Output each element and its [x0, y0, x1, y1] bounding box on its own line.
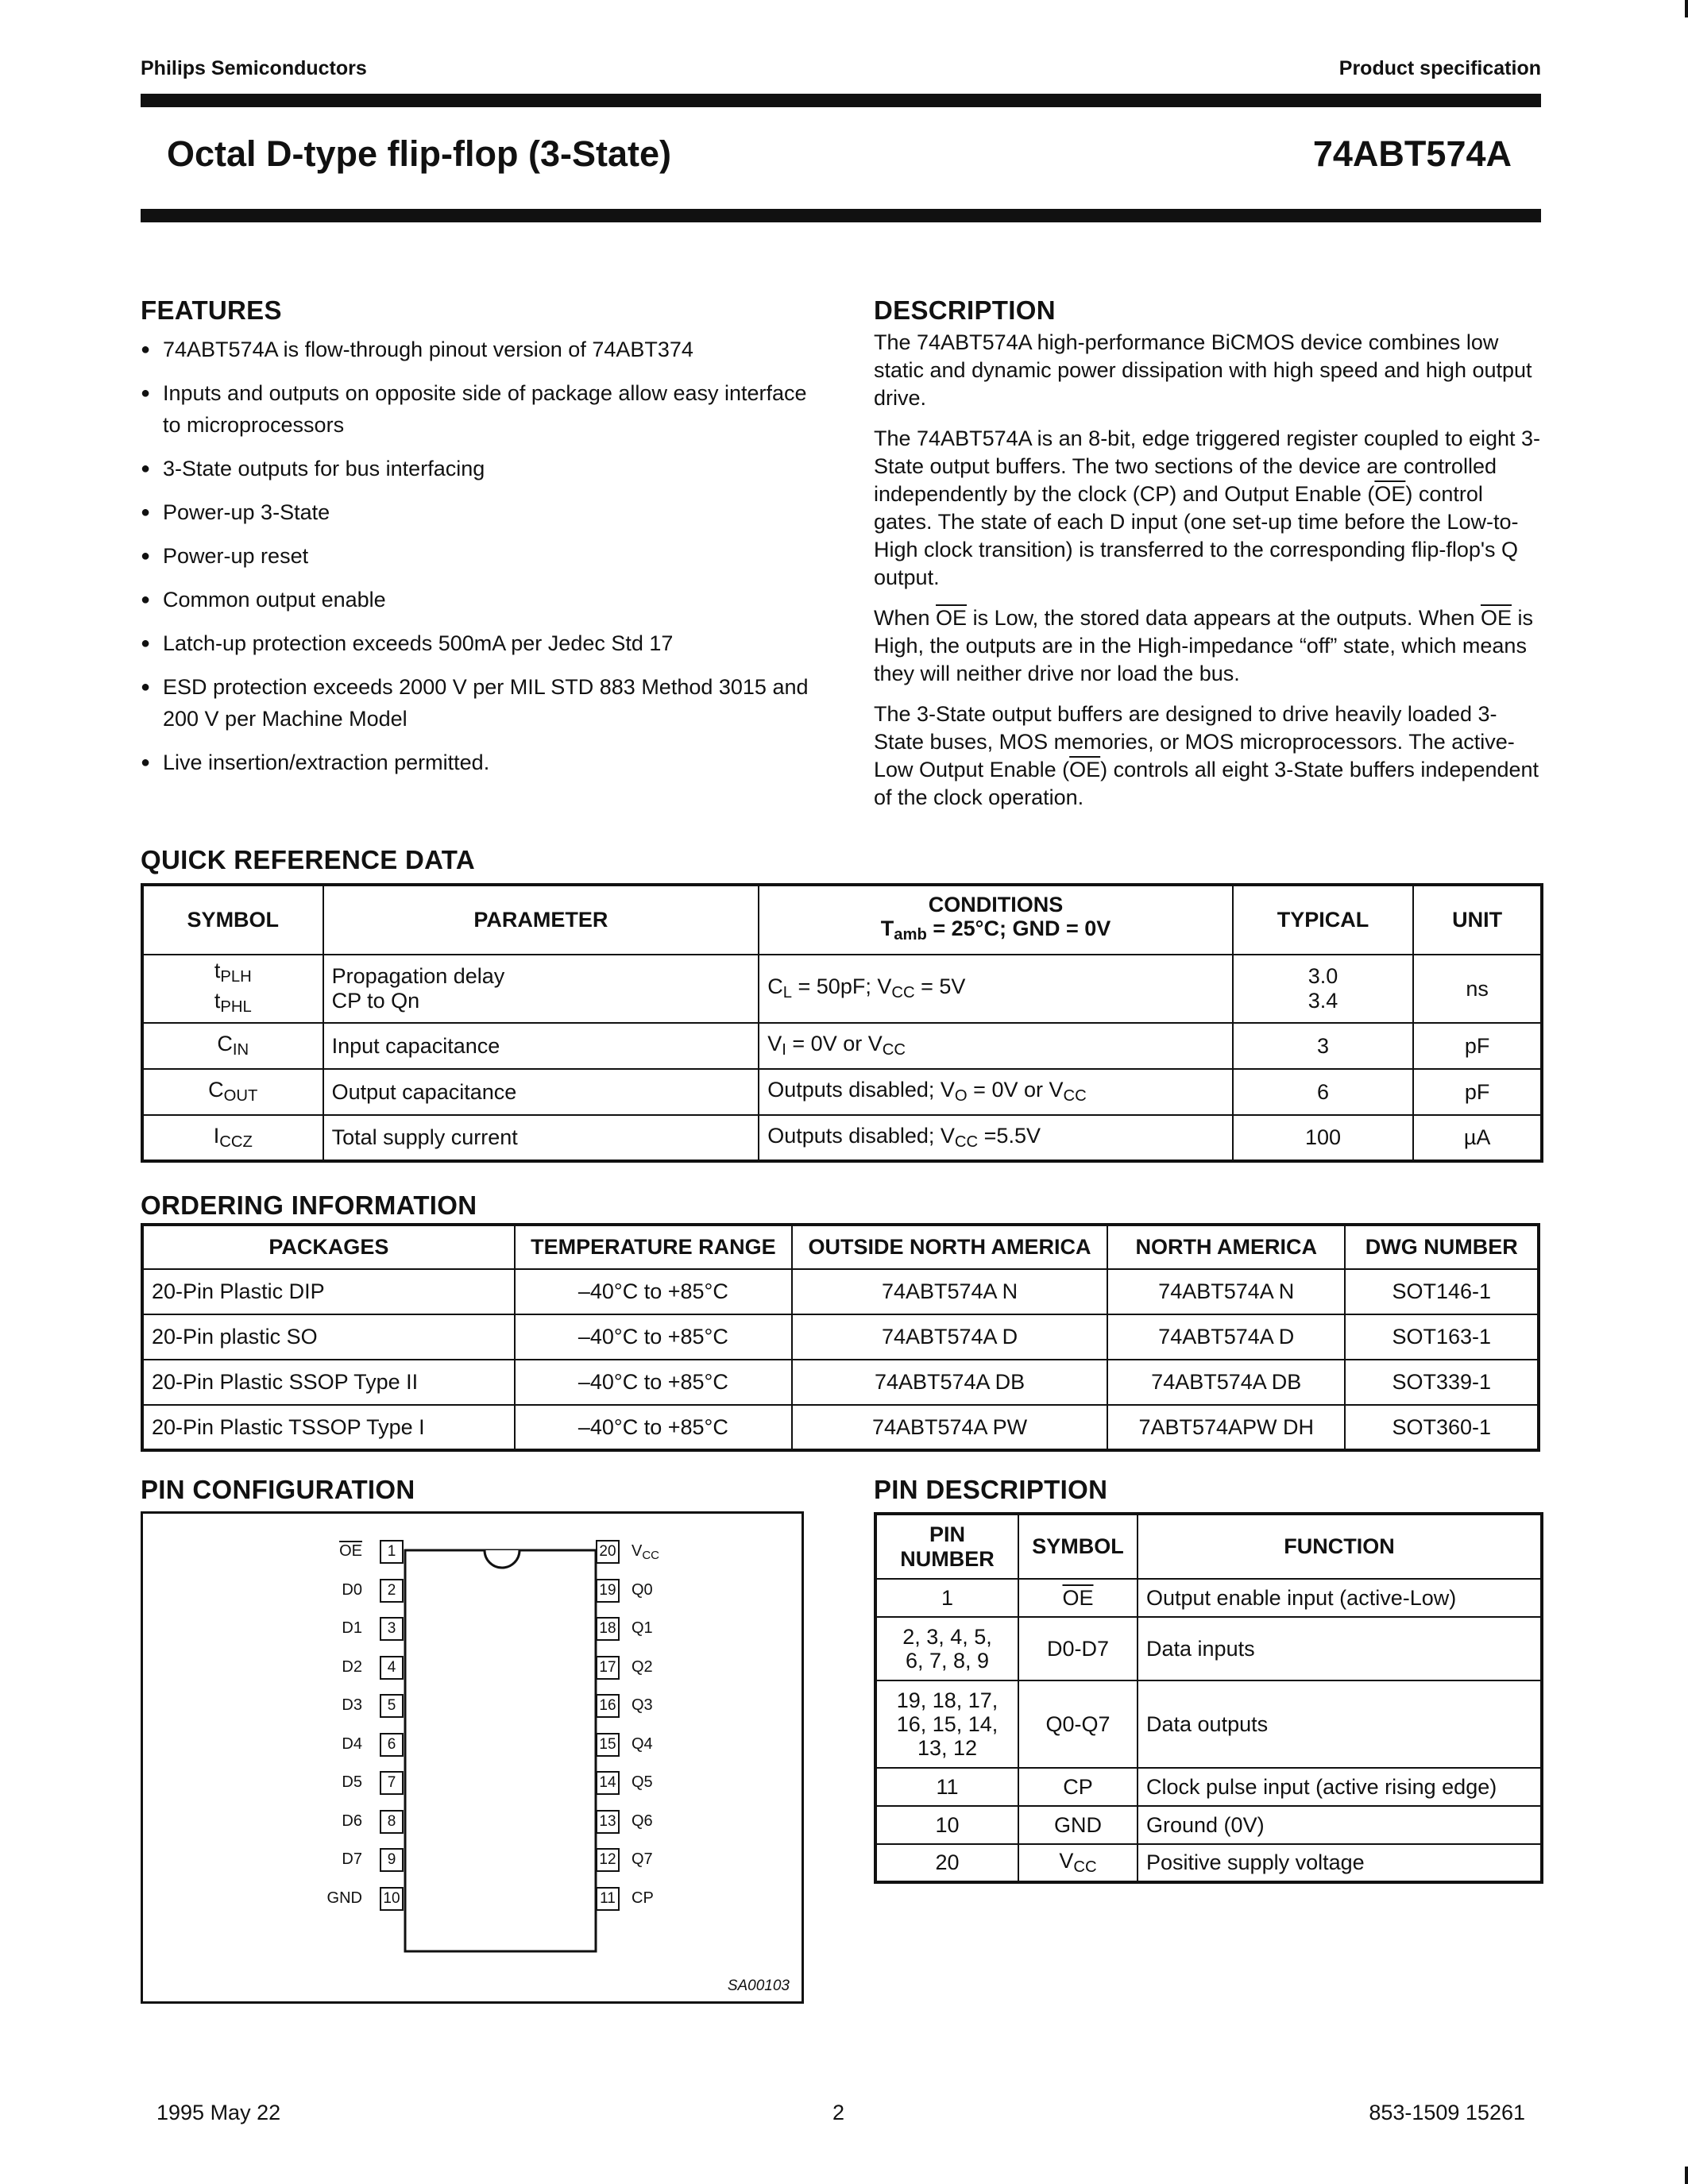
cell-symbol: Q0-Q7	[1018, 1680, 1138, 1768]
col-unit: UNIT	[1413, 885, 1542, 955]
pin-label-left: D0	[342, 1580, 362, 1599]
cell-package: 20-Pin Plastic SSOP Type II	[142, 1360, 515, 1405]
feature-item: ● Inputs and outputs on opposite side of package allow easy interface to microprocessors	[141, 377, 824, 441]
pin-label-left: D6	[342, 1812, 362, 1830]
table-row	[142, 1115, 1542, 1161]
pin-label-right: Q6	[632, 1812, 653, 1830]
pin-number-left: 10	[380, 1887, 404, 1911]
table-row	[142, 1360, 1539, 1405]
description-paragraph-2: The 74ABT574A is an 8-bit, edge triggered register coupled to eight 3-State output buffers. The two sections of the device are controlled independently by the clock (CP) and Output Enable $(\overline{OE})$ control gates. The state of each D input (one set-up time before the Low-to-High clock transition) is transferred to the corresponding flip-flop's Q output.	[874, 426, 1541, 589]
cell-pin: 11	[875, 1768, 1018, 1806]
cell-conditions: $V_I = 0V$ or $V_{CC}$	[759, 1023, 1232, 1069]
col-parameter: PARAMETER	[323, 885, 759, 955]
col-conditions: CONDITIONS $T_{amb} = 25^\circ C$; GND = 0V	[759, 885, 1232, 955]
feature-item: ● Power-up 3-State	[141, 496, 824, 528]
pin-label-right: Q3	[632, 1696, 653, 1714]
doc-type: Product specification	[1338, 57, 1541, 79]
cell-symbol: $I_{CCZ}$	[142, 1115, 323, 1161]
description-paragraph-3: When $\overline{OE}$ is Low, the stored data appears at the outputs. When $\overline{OE}$ is High, the outputs are in the High-impedance “off” state, which means they will neither drive nor load the bus.	[874, 606, 1533, 685]
col-symbol: SYMBOL	[142, 885, 323, 955]
cell-typical: 100	[1233, 1115, 1414, 1161]
table-header-row	[875, 1514, 1542, 1579]
cell-function: Data inputs	[1138, 1617, 1542, 1680]
feature-item: ● 74ABT574A is flow-through pinout version of 74ABT374	[141, 334, 824, 365]
crop-mark	[1685, 0, 1688, 17]
footer-date: 1995 May 22	[156, 2101, 281, 2124]
cell-symbol: $C_{OUT}$	[142, 1069, 323, 1115]
table-row	[142, 1023, 1542, 1069]
cell-temp: –40°C to +85°C	[515, 1360, 792, 1405]
pin-desc-table	[874, 1512, 1543, 1884]
feature-item: ● ESD protection exceeds 2000 V per MIL STD 883 Method 3015 and 200 V per Machine Model	[141, 671, 824, 735]
cell-function: Clock pulse input (active rising edge)	[1138, 1768, 1542, 1806]
cell-function: Positive supply voltage	[1138, 1844, 1542, 1882]
footer-page-number: 2	[832, 2101, 845, 2124]
cell-typical: 6	[1233, 1069, 1414, 1115]
company-name: Philips Semiconductors	[141, 57, 367, 79]
table-header-row	[142, 885, 1542, 955]
cell-package: 20-Pin Plastic TSSOP Type I	[142, 1405, 515, 1450]
table-row	[142, 1069, 1542, 1115]
feature-item: ● 3-State outputs for bus interfacing	[141, 453, 824, 484]
pin-number-right: 11	[596, 1887, 620, 1911]
chip-outline	[143, 1514, 806, 2006]
description-heading: DESCRIPTION	[874, 295, 1056, 325]
cell-outside-na: 74ABT574A D	[792, 1314, 1107, 1360]
cell-symbol: D0-D7	[1018, 1617, 1138, 1680]
quick-ref-heading: QUICK REFERENCE DATA	[141, 845, 475, 874]
cell-na: 7ABT574APW DH	[1107, 1405, 1345, 1450]
table-row	[142, 1405, 1539, 1450]
cell-pin: 10	[875, 1806, 1018, 1844]
pin-label-right: Q0	[632, 1580, 653, 1599]
pin-number-right: 13	[596, 1810, 620, 1834]
cell-package: 20-Pin plastic SO	[142, 1314, 515, 1360]
crop-mark	[1685, 2167, 1688, 2184]
cell-outside-na: 74ABT574A N	[792, 1269, 1107, 1314]
cell-typical: 3.0 3.4	[1233, 955, 1414, 1023]
pin-number-left: 3	[380, 1617, 404, 1641]
cell-unit: pF	[1413, 1023, 1542, 1069]
pin-label-right: CP	[632, 1889, 654, 1907]
col-na: NORTH AMERICA	[1107, 1225, 1345, 1269]
cell-pin: 2, 3, 4, 5, 6, 7, 8, 9	[875, 1617, 1018, 1680]
table-row	[875, 1579, 1542, 1617]
pin-number-right: 14	[596, 1771, 620, 1795]
table-row	[875, 1680, 1542, 1768]
description-paragraph-1: The 74ABT574A high-performance BiCMOS device combines low static and dynamic power dissipation with high speed and high output drive.	[874, 330, 1532, 410]
col-symbol: SYMBOL	[1018, 1514, 1138, 1579]
cell-pin: 20	[875, 1844, 1018, 1882]
cell-symbol: $C_{IN}$	[142, 1023, 323, 1069]
feature-item: ● Power-up reset	[141, 540, 824, 572]
cell-conditions: Outputs disabled; $V_{CC} =5.5V$	[759, 1115, 1232, 1161]
cell-na: 74ABT574A N	[1107, 1269, 1345, 1314]
header-rule-top	[141, 94, 1541, 107]
pin-label-right: Q1	[632, 1619, 653, 1637]
cell-parameter: Total supply current	[323, 1115, 759, 1161]
pin-label-right: Q7	[632, 1850, 653, 1868]
cell-symbol: $\overline{OE}$	[1018, 1579, 1138, 1617]
pin-desc-heading: PIN DESCRIPTION	[874, 1475, 1108, 1504]
pin-label-right: Q5	[632, 1773, 653, 1791]
pin-number-left: 5	[380, 1694, 404, 1718]
pin-number-right: 16	[596, 1694, 620, 1718]
table-row	[142, 1269, 1539, 1314]
pin-config-heading: PIN CONFIGURATION	[141, 1475, 415, 1504]
pin-label-left: D7	[342, 1850, 362, 1868]
cell-pin: 19, 18, 17, 16, 15, 14, 13, 12	[875, 1680, 1018, 1768]
cell-symbol: $t_{PLH}$ $t_{PHL}$	[142, 955, 323, 1023]
pin-number-right: 18	[596, 1617, 620, 1641]
cell-outside-na: 74ABT574A DB	[792, 1360, 1107, 1405]
footer-doc-number: 853-1509 15261	[1369, 2101, 1525, 2124]
pin-number-right: 20	[596, 1540, 620, 1564]
pin-number-left: 9	[380, 1848, 404, 1872]
features-heading: FEATURES	[141, 295, 282, 325]
pin-label-right: $V_{CC}$	[632, 1542, 660, 1562]
pin-label-left: $\overline{OE}$	[339, 1542, 362, 1560]
pin-number-right: 12	[596, 1848, 620, 1872]
pin-number-right: 17	[596, 1656, 620, 1680]
pin-label-left: D1	[342, 1619, 362, 1637]
cell-dwg: SOT146-1	[1345, 1269, 1539, 1314]
cell-function: Data outputs	[1138, 1680, 1542, 1768]
quick-ref-table	[141, 883, 1543, 1163]
figure-id: SA00103	[727, 1978, 790, 1994]
cell-function: Output enable input (active-Low)	[1138, 1579, 1542, 1617]
cell-na: 74ABT574A DB	[1107, 1360, 1345, 1405]
pin-label-right: Q2	[632, 1657, 653, 1676]
page-title: Octal D-type flip-flop (3-State)	[167, 133, 672, 174]
cell-dwg: SOT360-1	[1345, 1405, 1539, 1450]
feature-item: ● Common output enable	[141, 584, 824, 615]
col-temperature: TEMPERATURE RANGE	[515, 1225, 792, 1269]
cell-parameter: Input capacitance	[323, 1023, 759, 1069]
feature-item: ● Live insertion/extraction permitted.	[141, 747, 824, 778]
cell-package: 20-Pin Plastic DIP	[142, 1269, 515, 1314]
cell-unit: pF	[1413, 1069, 1542, 1115]
pin-label-left: D3	[342, 1696, 362, 1714]
pin-number-right: 15	[596, 1733, 620, 1757]
col-pin-number: PIN NUMBER	[875, 1514, 1018, 1579]
cell-unit: ns	[1413, 955, 1542, 1023]
part-number: 74ABT574A	[1312, 133, 1512, 174]
pin-config-figure	[141, 1511, 804, 2004]
table-row	[875, 1617, 1542, 1680]
cell-temp: –40°C to +85°C	[515, 1405, 792, 1450]
pin-label-left: D2	[342, 1657, 362, 1676]
cell-temp: –40°C to +85°C	[515, 1269, 792, 1314]
table-row	[142, 955, 1542, 1023]
table-header-row	[142, 1225, 1539, 1269]
cell-conditions: $C_L = 50pF$; $V_{CC} = 5V$	[759, 955, 1232, 1023]
ordering-table	[141, 1223, 1540, 1452]
pin-label-left: D5	[342, 1773, 362, 1791]
pin-label-right: Q4	[632, 1734, 653, 1753]
pin-number-left: 6	[380, 1733, 404, 1757]
cell-function: Ground (0V)	[1138, 1806, 1542, 1844]
pin-number-left: 8	[380, 1810, 404, 1834]
description-paragraph-4: The 3-State output buffers are designed to drive heavily loaded 3-State buses, MOS memories, or MOS microprocessors. The active-Low Output Enable $(\overline{OE})$ controls all eight 3-State buffers independent of the clock operation.	[874, 702, 1539, 809]
cell-symbol: CP	[1018, 1768, 1138, 1806]
cell-na: 74ABT574A D	[1107, 1314, 1345, 1360]
features-list	[141, 334, 824, 790]
col-typical: TYPICAL	[1233, 885, 1414, 955]
cell-parameter: Propagation delay CP to Qn	[323, 955, 759, 1023]
table-row	[142, 1314, 1539, 1360]
cell-unit: µA	[1413, 1115, 1542, 1161]
pin-number-left: 2	[380, 1579, 404, 1603]
cell-outside-na: 74ABT574A PW	[792, 1405, 1107, 1450]
cell-symbol: GND	[1018, 1806, 1138, 1844]
pin-number-left: 1	[380, 1540, 404, 1564]
cell-conditions: Outputs disabled; $V_O = 0V$ or $V_{CC}$	[759, 1069, 1232, 1115]
cell-symbol: $V_{CC}$	[1018, 1844, 1138, 1882]
table-row	[875, 1844, 1542, 1882]
pin-label-left: GND	[326, 1889, 362, 1907]
header-rule-bottom	[141, 209, 1541, 222]
col-outside-na: OUTSIDE NORTH AMERICA	[792, 1225, 1107, 1269]
pin-label-left: D4	[342, 1734, 362, 1753]
cell-dwg: SOT339-1	[1345, 1360, 1539, 1405]
cell-temp: –40°C to +85°C	[515, 1314, 792, 1360]
feature-item: ● Latch-up protection exceeds 500mA per Jedec Std 17	[141, 627, 824, 659]
description-body	[874, 329, 1545, 824]
table-row	[875, 1768, 1542, 1806]
cell-dwg: SOT163-1	[1345, 1314, 1539, 1360]
col-function: FUNCTION	[1138, 1514, 1542, 1579]
cell-parameter: Output capacitance	[323, 1069, 759, 1115]
cell-typical: 3	[1233, 1023, 1414, 1069]
pin-number-left: 4	[380, 1656, 404, 1680]
table-row	[875, 1806, 1542, 1844]
pin-number-right: 19	[596, 1579, 620, 1603]
col-dwg: DWG NUMBER	[1345, 1225, 1539, 1269]
pin-number-left: 7	[380, 1771, 404, 1795]
col-packages: PACKAGES	[142, 1225, 515, 1269]
cell-pin: 1	[875, 1579, 1018, 1617]
ordering-heading: ORDERING INFORMATION	[141, 1190, 477, 1220]
